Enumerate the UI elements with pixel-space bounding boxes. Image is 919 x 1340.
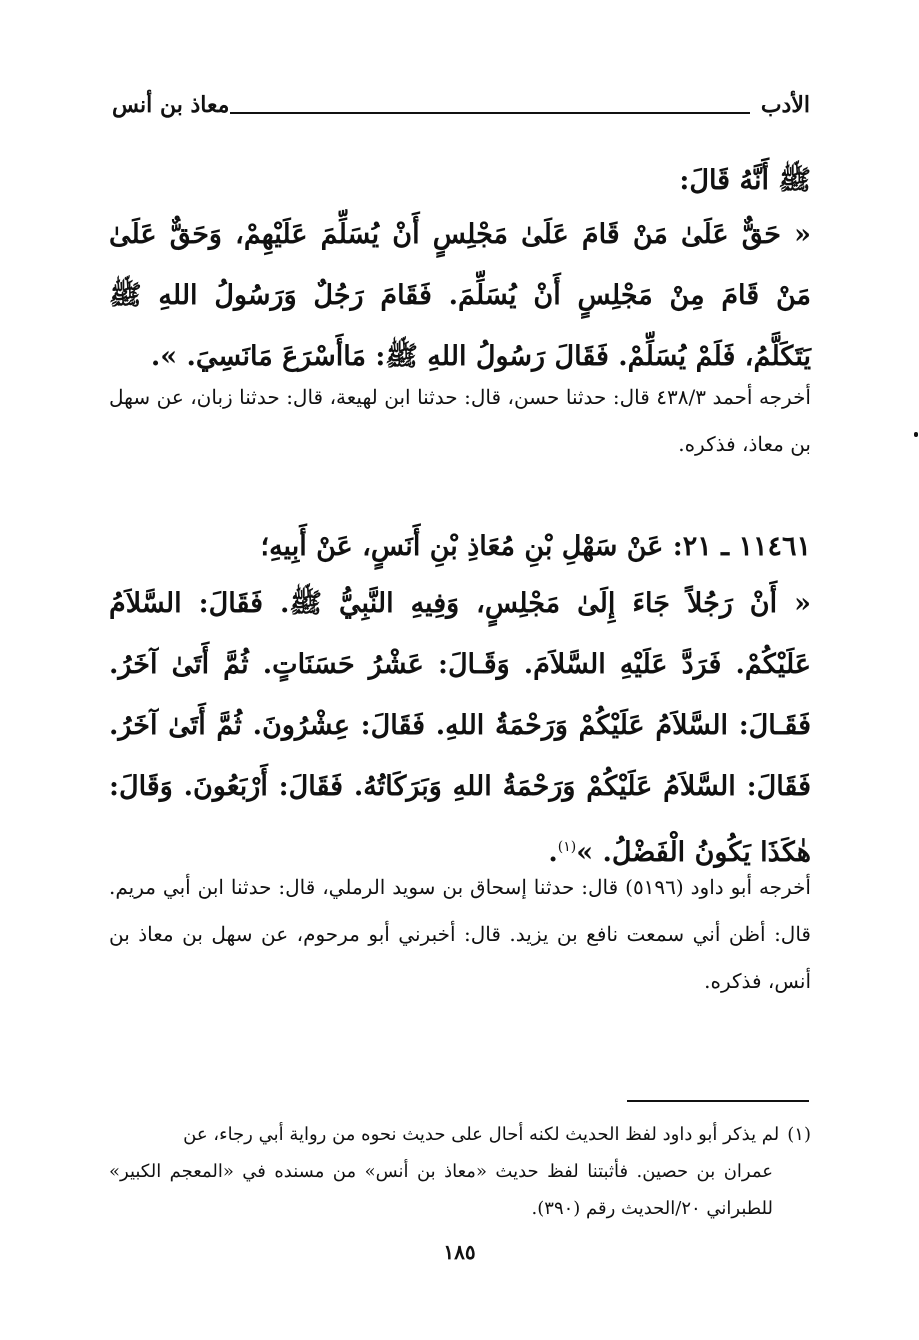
footnote: [109, 1116, 811, 1227]
footnote-number: (١): [787, 1124, 811, 1145]
hadith-2-text: « أَنْ رَجُلاً جَاءَ إِلَىٰ مَجْلِسٍ، وَفِيهِ النَّبِيُّ ﷺ. فَقَالَ: السَّلاَمُ عَلَيْكُمْ. فَرَدَّ عَلَيْهِ السَّلاَمَ. وَقَـالَ: عَشْرُ حَسَنَاتٍ. ثُمَّ أَتَىٰ آخَرُ. فَقَـالَ: السَّلاَمُ عَلَيْكُمْ وَرَحْمَةُ اللهِ. فَقَالَ: عِشْرُونَ. ثُمَّ أَتَىٰ آخَرُ. فَقَالَ: السَّلاَمُ عَلَيْكُمْ وَرَحْمَةُ اللهِ وَبَرَكَاتُهُ. فَقَالَ: أَرْبَعُونَ. وَقَالَ: هٰكَذَا يَكُونُ الْفَضْلُ. »: [109, 588, 811, 868]
hadith-1-intro: ﷺ أَنَّهُ قَالَ:: [679, 165, 811, 196]
hadith-2-takhrij: أخرجه أبو داود (٥١٩٦) قال: حدثنا إسحاق بن سويد الرملي، قال: حدثنا ابن أبي مريم. قال: أظن أني سمعت نافع بن يزيد. قال: أخبرني أبو مرحوم، عن سهل بن معاذ بن أنس، فذكره.: [109, 875, 811, 993]
footnote-continuation: عمران بن حصين. فأثبتنا لفظ حديث «معاذ بن أنس» من مسنده في «المعجم الكبير» للطبراني ٢٠/الحديث رقم (٣٩٠).: [109, 1161, 773, 1219]
musnad-title: معاذ بن أنس: [112, 92, 230, 118]
footnote-reference[interactable]: (١): [557, 839, 577, 855]
page-number: ١٨٥: [443, 1240, 476, 1264]
hadith-2-title: ١١٤٦١ ـ ٢١: عَنْ سَهْلِ بْنِ مُعَاذِ بْنِ أَنَسٍ، عَنْ أَبِيهِ؛: [260, 531, 811, 562]
footnote-rule: [627, 1100, 809, 1102]
hadith-2-end: .: [548, 837, 558, 868]
hadith-1-text: « حَقٌّ عَلَىٰ مَنْ قَامَ عَلَىٰ مَجْلِسٍ أَنْ يُسَلِّمَ عَلَيْهِمْ، وَحَقٌّ عَلَىٰ مَنْ قَامَ مِنْ مَجْلِسٍ أَنْ يُسَلِّمَ. فَقَامَ رَجُلٌ وَرَسُولُ اللهِ ﷺ يَتَكَلَّمُ، فَلَمْ يُسَلِّمْ. فَقَالَ رَسُولُ اللهِ ﷺ: مَاأَسْرَعَ مَانَسِيَ. ».: [109, 219, 811, 372]
chapter-title: الأدب: [760, 92, 810, 118]
footnote-line-1: لم يذكر أبو داود لفظ الحديث لكنه أحال على حديث نحوه من رواية أبي رجاء، عن: [183, 1124, 780, 1145]
running-header: [112, 92, 810, 128]
scan-mark: [914, 432, 918, 437]
hadith-2-body: [109, 573, 811, 883]
hadith-1-takhrij: أخرجه أحمد ٤٣٨/٣ قال: حدثنا حسن، قال: حدثنا ابن لهيعة، قال: حدثنا زبان، عن سهل بن معاذ، فذكره.: [109, 385, 811, 456]
header-rule: [230, 112, 750, 114]
